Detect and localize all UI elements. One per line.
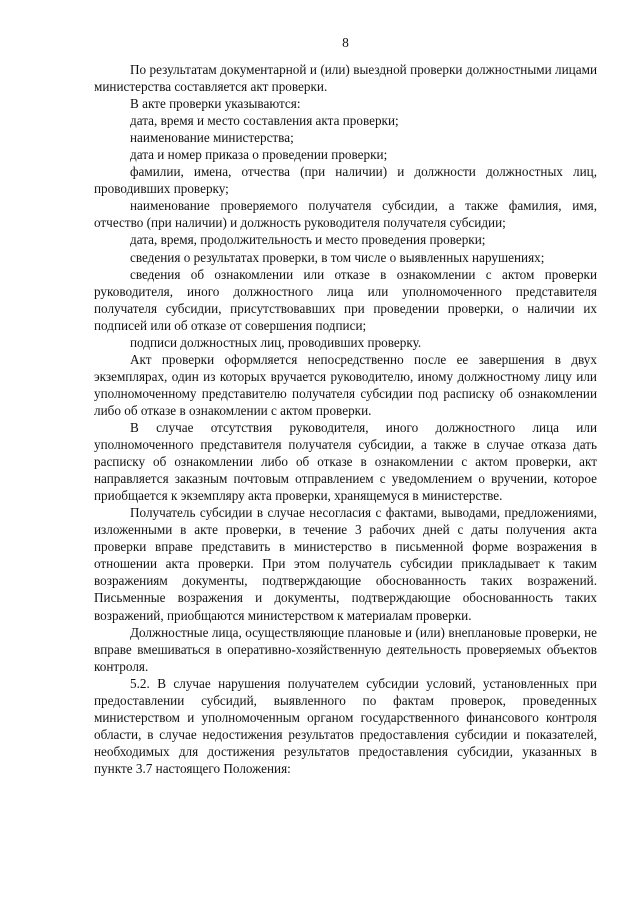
document-body — [94, 61, 597, 777]
paragraph-absence-case: В случае отсутствия руководителя, иного должностного лица или уполномоченного представителя получателя субсидии, а также в случае отказа дать расписку об ознакомлении либо об отказе в ознакомлении с актом проверки, акт направляется заказным почтовым отправлением с уведомлением о вручении, которое приобщается к экземпляру акта проверки, хранящемуся в министерстве. — [94, 419, 597, 504]
paragraph-act-contents-intro: В акте проверки указываются: — [130, 96, 301, 112]
list-item-inspection-results: сведения о результатах проверки, в том числе о выявленных нарушениях; — [130, 249, 545, 265]
list-item-inspector-names: фамилии, имена, отчества (при наличии) и должности должностных лиц, проводивших проверку; — [94, 164, 597, 197]
list-item-acknowledgement: сведения об ознакомлении или отказе в ознакомлении с актом проверки руководителя, иного должностного лица или уполномоченного представителя получателя субсидии, присутствовавших при проведении проверки, о наличии их подписей или об отказе от совершения подписи; — [94, 266, 597, 333]
paragraph-inspection-results: По результатам документарной и (или) выездной проверки должностными лицами министерства составляется акт проверки. — [94, 62, 597, 95]
paragraph-officials-restriction: Должностные лица, осуществляющие плановые и (или) внеплановые проверки, не вправе вмешиваться в оперативно-хозяйственную деятельность проверяемых объектов контроля. — [94, 624, 597, 674]
paragraph-act-execution: Акт проверки оформляется непосредственно после ее завершения в двух экземплярах, один из которых вручается руководителю, иному должностному лицу или уполномоченному представителю получателя субсидии под расписку об ознакомлении либо об отказе в ознакомлении с актом проверки. — [94, 351, 597, 418]
list-item-date-time-place: дата, время и место составления акта проверки; — [130, 113, 399, 129]
paragraph-section-5-2: 5.2. В случае нарушения получателем субсидии условий, установленных при предоставлении субсидий, выявленного по фактам проверок, проведенных министерством и уполномоченным органом государственного финансового контроля области, в случае недостижения результатов предоставления субсидии и показателей, необходимых для достижения результатов предоставления субсидии, указанных в пункте 3.7 настоящего Положения: — [94, 675, 597, 776]
page-number: 8 — [342, 35, 349, 50]
list-item-order-date-number: дата и номер приказа о проведении проверки; — [130, 147, 388, 163]
list-item-inspection-time-place: дата, время, продолжительность и место проведения проверки; — [130, 232, 486, 248]
paragraph-objections: Получатель субсидии в случае несогласия с фактами, выводами, предложениями, изложенными в акте проверки, в течение 3 рабочих дней с даты получения акта проверки вправе представить в министерство в письменной форме возражения в отношении акта проверки. При этом получатель субсидии прикладывает к таким возражениям документы, подтверждающие обоснованность таких возражений. Письменные возражения и документы, подтверждающие обоснованность таких возражений, приобщаются министерством к материалам проверки. — [94, 505, 597, 623]
list-item-signatures: подписи должностных лиц, проводивших проверку. — [130, 334, 422, 350]
list-item-ministry-name: наименование министерства; — [130, 130, 294, 146]
list-item-recipient-name: наименование проверяемого получателя субсидии, а также фамилия, имя, отчество (при наличии) и должность руководителя получателя субсидии; — [94, 198, 597, 231]
